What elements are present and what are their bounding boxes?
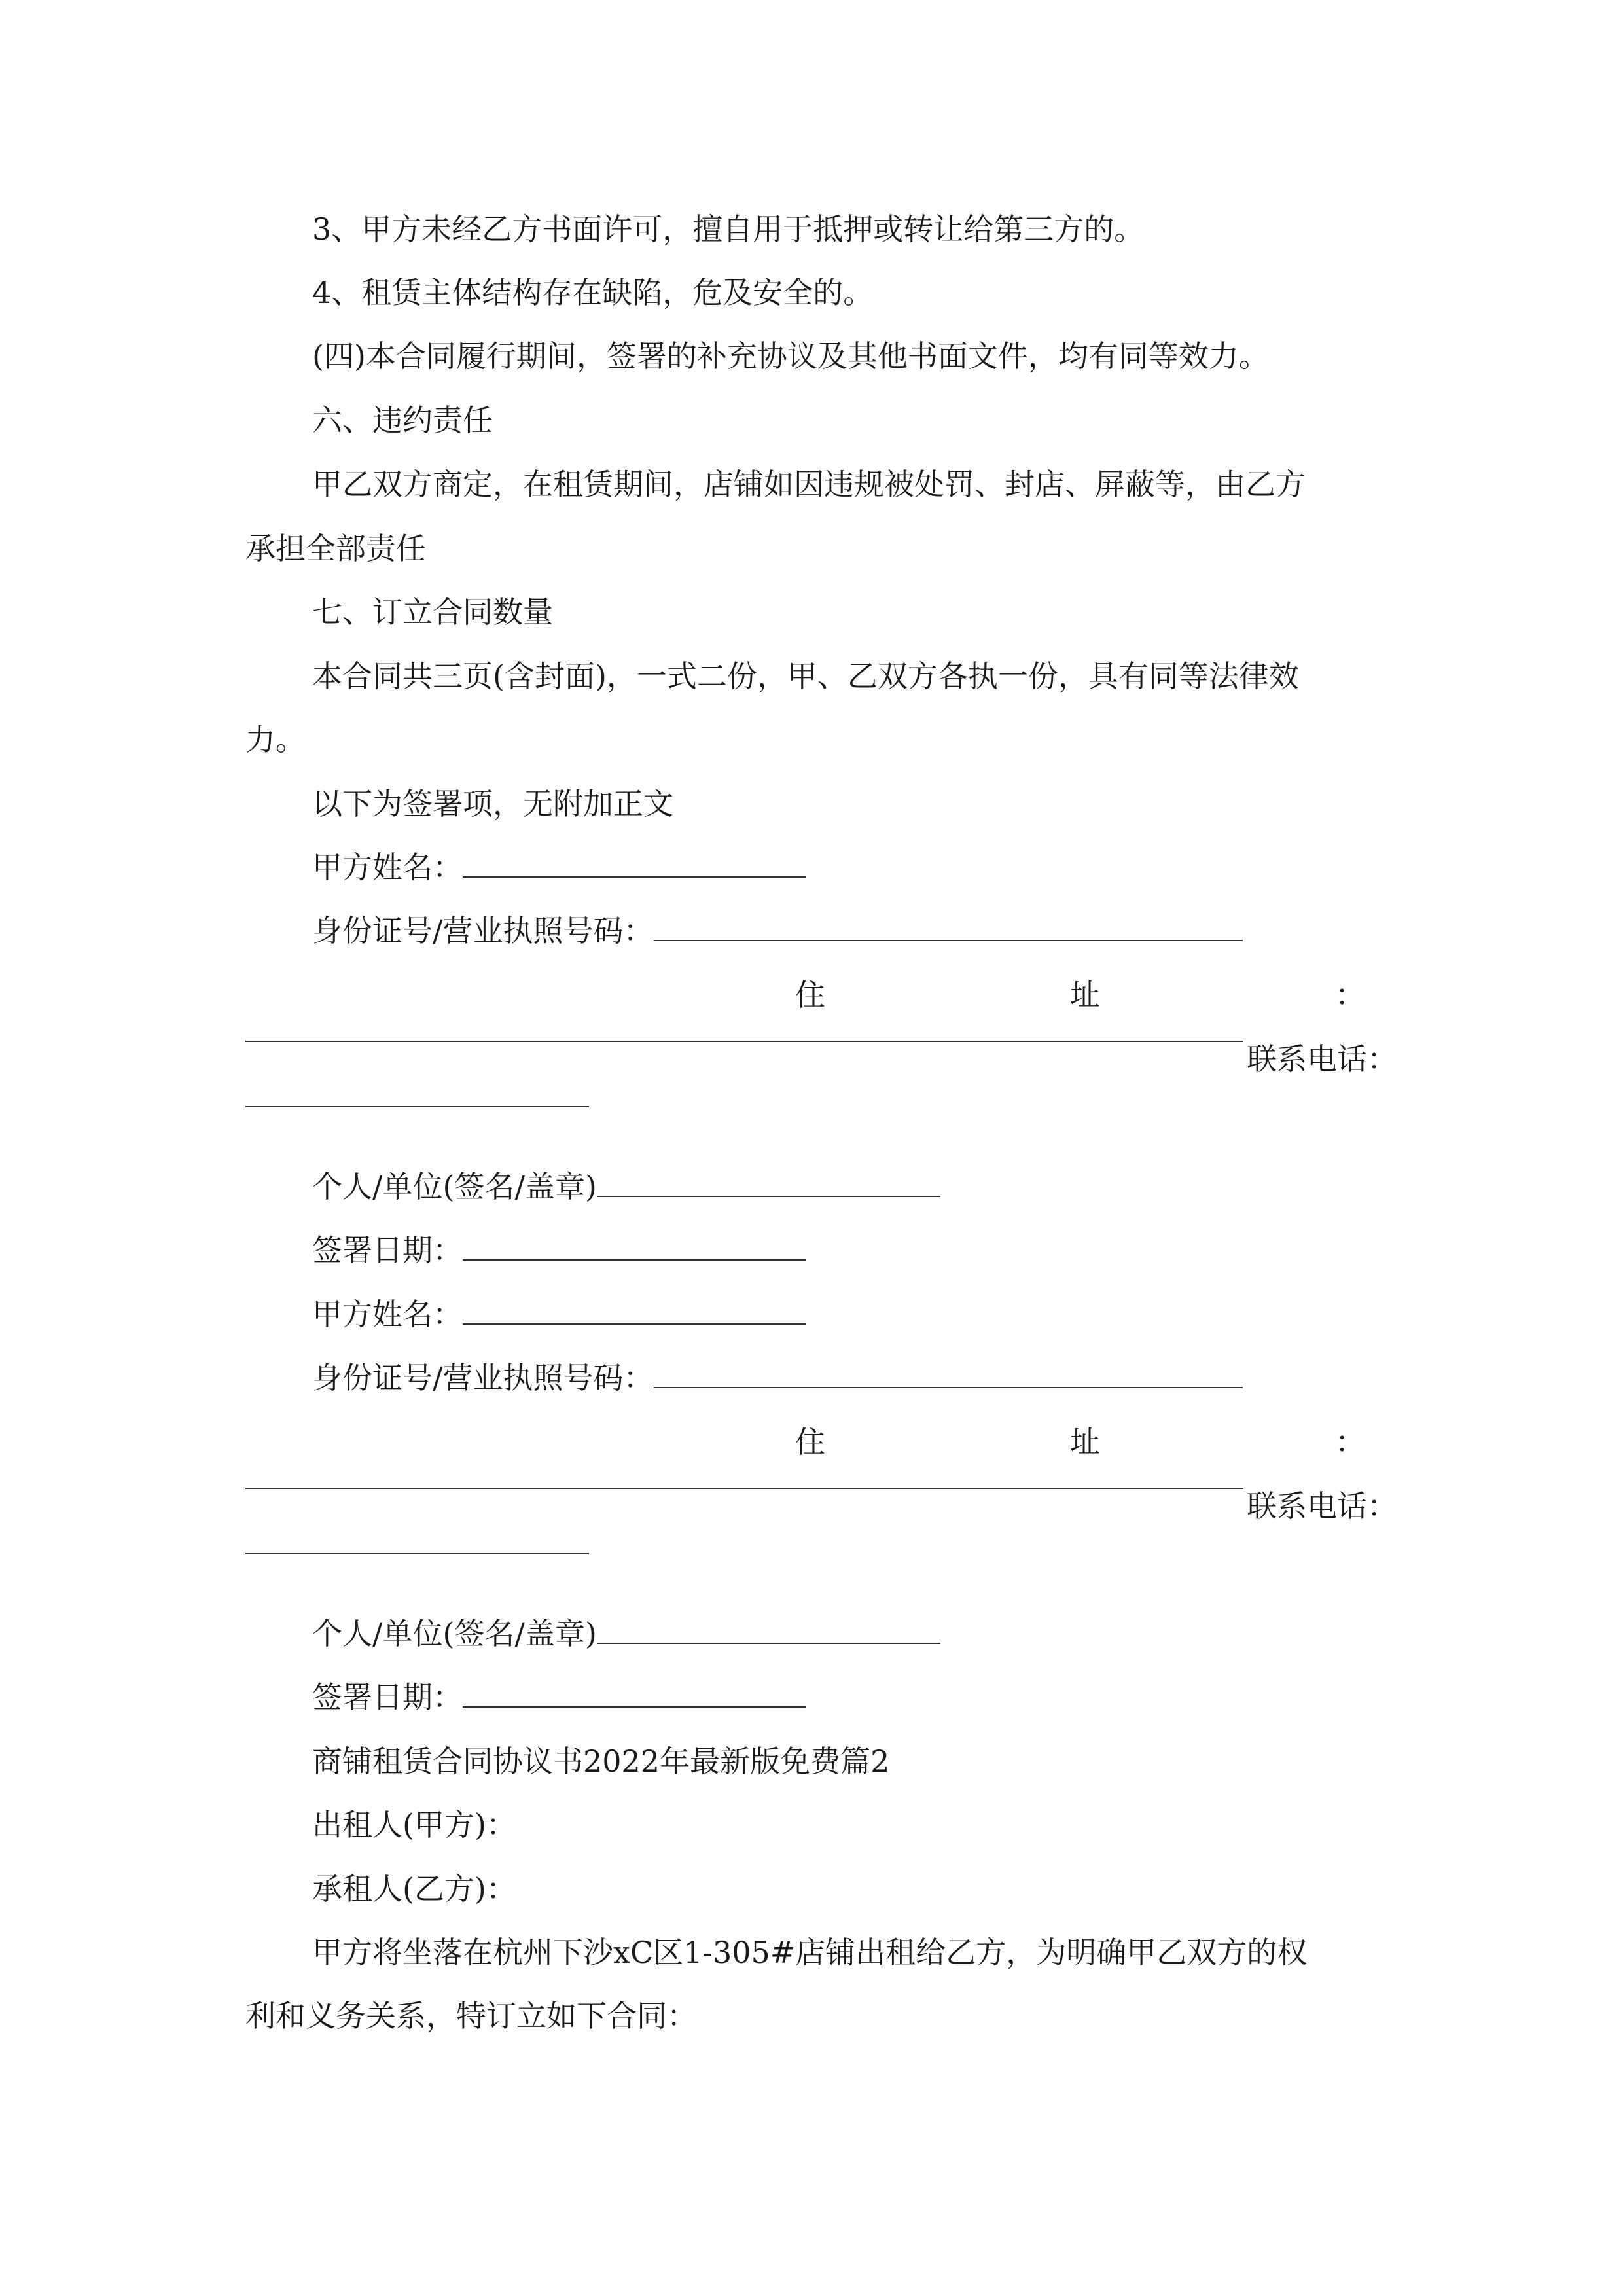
sig2-tel-field[interactable] [245,1553,589,1554]
copies-paragraph-line1: 本合同共三页(含封面)，一式二份，甲、乙双方各执一份，具有同等法律效 [312,658,1299,694]
sig1-name-label: 甲方姓名： [312,850,463,885]
sig2-address-colon: ： [1335,1424,1365,1460]
sig1-address-field[interactable] [245,1041,1243,1042]
sig1-tel-field[interactable] [245,1106,589,1107]
sig2-address-char1: 住 [795,1424,825,1460]
sig2-tel-label: 联系电话： [1247,1488,1397,1524]
sig2-id-row [245,1358,1471,1397]
section-heading-copies: 七、订立合同数量 [312,594,553,630]
sig1-date-label: 签署日期： [312,1232,463,1268]
sig2-id-field[interactable] [654,1358,1243,1388]
copies-paragraph-line2: 力。 [245,722,306,757]
sig1-date-row [245,1230,1471,1270]
sig2-id-label: 身份证号/营业执照号码： [312,1360,654,1395]
sig2-name-label: 甲方姓名： [312,1297,463,1332]
sig2-unit-field[interactable] [597,1614,940,1644]
sig2-date-row [245,1677,1471,1717]
sig2-name-row [245,1295,1471,1334]
sig2-address-char2: 址 [1070,1424,1100,1460]
sig2-date-label: 签署日期： [312,1679,463,1715]
sig2-unit-label: 个人/单位(签名/盖章) [312,1616,597,1651]
next-contract-title: 商铺租赁合同协议书2022年最新版免费篇2 [312,1744,890,1779]
sig1-address-char1: 住 [795,977,825,1013]
section-heading-breach: 六、违约责任 [312,403,493,438]
signature-intro: 以下为签署项，无附加正文 [312,786,673,821]
sig2-name-field[interactable] [463,1295,806,1325]
sig1-tel-label: 联系电话： [1247,1041,1397,1077]
breach-paragraph-line2: 承担全部责任 [245,531,426,566]
sig1-id-row [245,911,1471,950]
lessee-label: 承租人(乙方)： [312,1871,516,1907]
sig2-unit-row [245,1614,1471,1653]
breach-paragraph-line1: 甲乙双方商定，在租赁期间，店铺如因违规被处罚、封店、屏蔽等，由乙方 [312,467,1306,502]
sig2-date-field[interactable] [463,1677,806,1708]
sig1-unit-label: 个人/单位(签名/盖章) [312,1169,597,1204]
clause-4: 4、租赁主体结构存在缺陷，危及安全的。 [312,275,874,310]
clause-3: 3、甲方未经乙方书面许可，擅自用于抵押或转让给第三方的。 [312,211,1145,247]
sig1-unit-row [245,1167,1471,1206]
intro-paragraph-line1: 甲方将坐落在杭州下沙xC区1-305#店铺出租给乙方，为明确甲乙双方的权 [312,1935,1308,1970]
sig2-address-field[interactable] [245,1488,1243,1489]
intro-paragraph-line2: 利和义务关系，特订立如下合同： [245,1998,697,2034]
sig1-address-colon: ： [1335,977,1365,1013]
clause-four: (四)本合同履行期间，签署的补充协议及其他书面文件，均有同等效力。 [312,338,1269,374]
sig1-address-char2: 址 [1070,977,1100,1013]
sig1-name-field[interactable] [463,848,806,878]
sig1-date-field[interactable] [463,1230,806,1261]
sig1-name-row [245,848,1471,887]
sig1-unit-field[interactable] [597,1167,940,1197]
sig1-id-label: 身份证号/营业执照号码： [312,913,654,948]
sig1-id-field[interactable] [654,911,1243,941]
lessor-label: 出租人(甲方)： [312,1807,516,1842]
